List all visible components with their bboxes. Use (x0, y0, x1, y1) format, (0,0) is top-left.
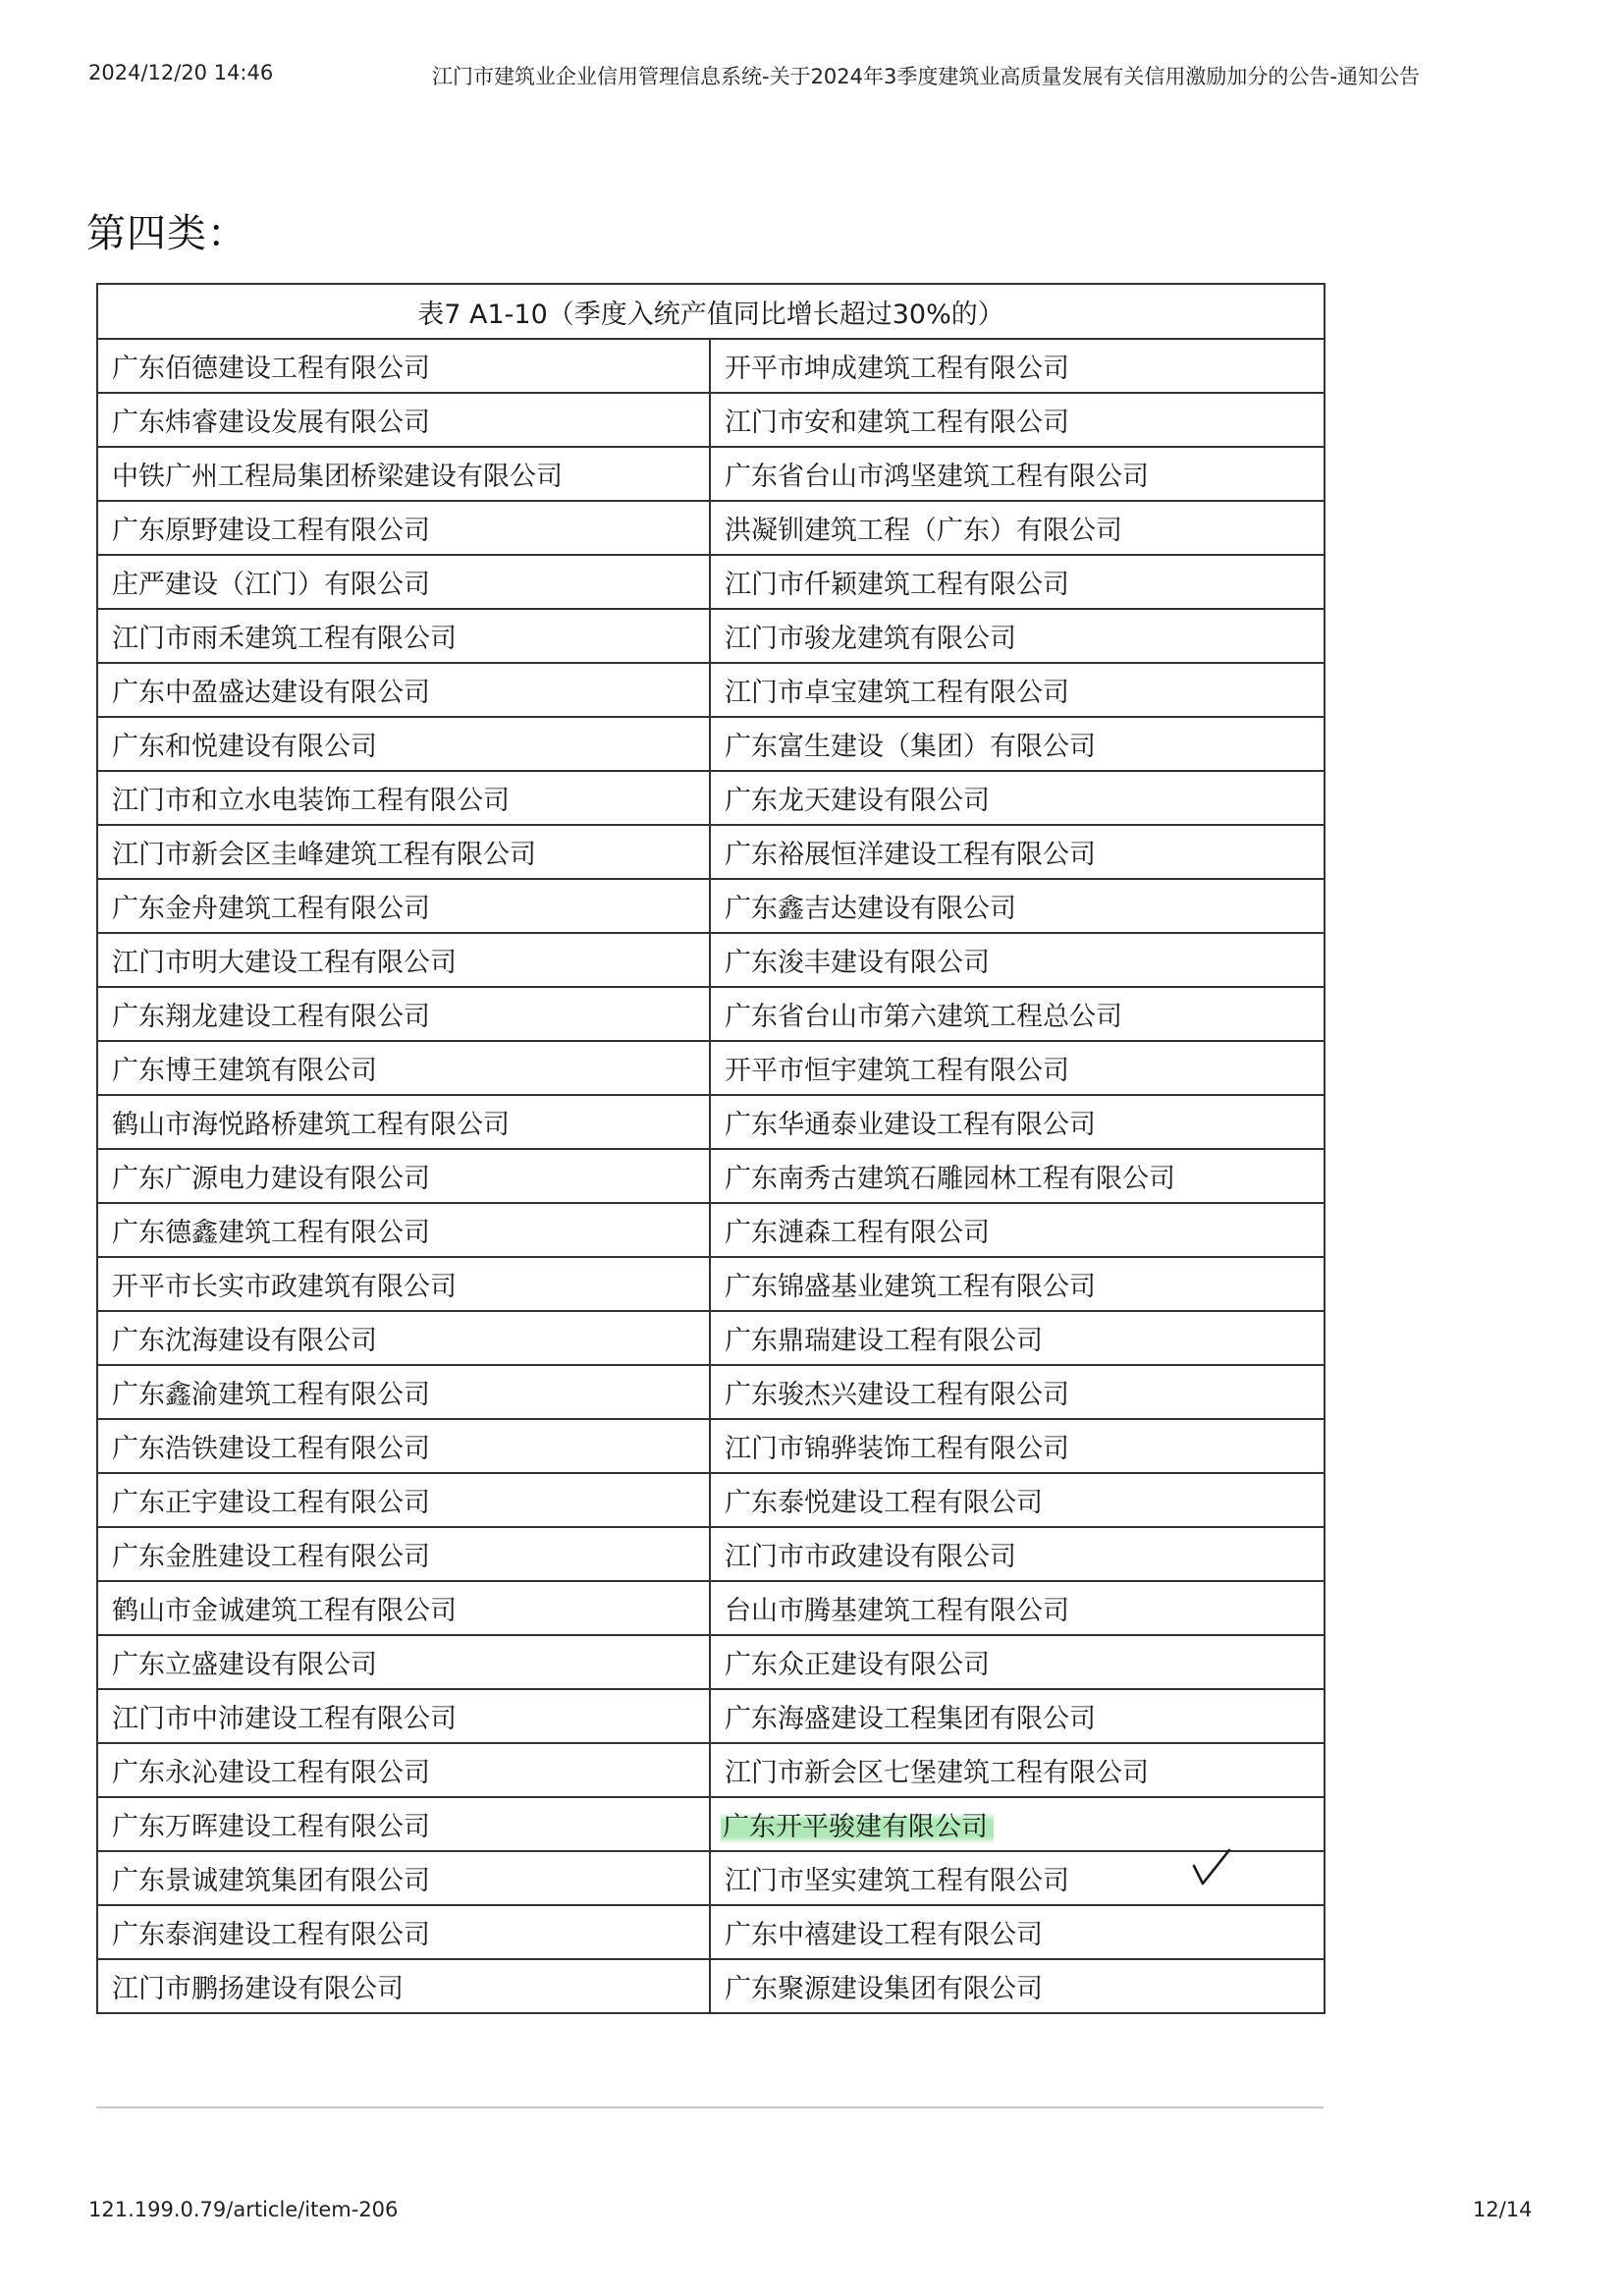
table-row (97, 717, 1325, 771)
company-name: 广东富生建设（集团）有限公司 (725, 732, 1096, 762)
table-row (97, 447, 1325, 501)
company-cell (97, 1311, 710, 1365)
company-name: 广东翔龙建设工程有限公司 (112, 1002, 430, 1032)
company-cell (97, 1203, 710, 1257)
table-row (97, 933, 1325, 987)
company-cell (710, 1149, 1325, 1203)
company-name: 广东万晖建设工程有限公司 (112, 1812, 430, 1842)
company-name: 庄严建设（江门）有限公司 (112, 570, 430, 600)
company-cell (97, 1581, 710, 1635)
company-name: 江门市明大建设工程有限公司 (112, 948, 457, 978)
company-name: 广东裕展恒洋建设工程有限公司 (725, 840, 1096, 870)
table-caption: 表7 A1-10（季度入统产值同比增长超过30%的） (97, 284, 1325, 339)
company-name: 广东鑫渝建筑工程有限公司 (112, 1380, 430, 1410)
company-name: 鹤山市金诚建筑工程有限公司 (112, 1596, 457, 1626)
company-name: 广东正宇建设工程有限公司 (112, 1488, 430, 1518)
table-body (97, 339, 1325, 2013)
company-name: 广东省台山市鸿坚建筑工程有限公司 (725, 462, 1149, 492)
company-name: 广东南秀古建筑石雕园林工程有限公司 (725, 1164, 1175, 1194)
company-cell (710, 1095, 1325, 1149)
table-row (97, 555, 1325, 609)
company-cell (710, 609, 1325, 663)
company-cell (710, 1365, 1325, 1419)
company-cell (97, 1365, 710, 1419)
company-cell (710, 1581, 1325, 1635)
company-name: 广东佰德建设工程有限公司 (112, 354, 430, 384)
company-cell (710, 555, 1325, 609)
company-cell (710, 717, 1325, 771)
company-cell (97, 717, 710, 771)
company-cell (710, 1473, 1325, 1527)
company-cell (97, 663, 710, 717)
company-name: 广东原野建设工程有限公司 (112, 516, 430, 546)
company-cell (97, 339, 710, 393)
company-cell (710, 825, 1325, 879)
table-row (97, 609, 1325, 663)
company-name: 广东金胜建设工程有限公司 (112, 1542, 430, 1572)
company-name: 开平市长实市政建筑有限公司 (112, 1272, 457, 1302)
table-row (97, 1203, 1325, 1257)
company-name: 江门市安和建筑工程有限公司 (725, 408, 1069, 438)
company-name: 开平市恒宇建筑工程有限公司 (725, 1056, 1069, 1086)
company-cell (97, 933, 710, 987)
company-name: 江门市新会区七堡建筑工程有限公司 (725, 1758, 1149, 1788)
company-cell (710, 1203, 1325, 1257)
company-cell (97, 1473, 710, 1527)
company-cell (710, 1527, 1325, 1581)
table-row (97, 1743, 1325, 1797)
company-name: 江门市中沛建设工程有限公司 (112, 1704, 457, 1734)
company-name: 江门市坚实建筑工程有限公司 (725, 1866, 1069, 1896)
company-name: 广东炜睿建设发展有限公司 (112, 408, 430, 438)
company-cell (97, 1527, 710, 1581)
company-cell (97, 1959, 710, 2013)
table-row (97, 1851, 1325, 1905)
footer-url: 121.199.0.79/article/item-206 (88, 2198, 399, 2221)
company-name: 广东博王建筑有限公司 (112, 1056, 377, 1086)
company-name: 广东省台山市第六建筑工程总公司 (725, 1002, 1122, 1032)
company-cell (97, 987, 710, 1041)
company-cell (97, 447, 710, 501)
footer-divider (96, 2106, 1324, 2108)
company-cell (97, 1257, 710, 1311)
table-row (97, 1419, 1325, 1473)
table-row (97, 1527, 1325, 1581)
company-cell (710, 1905, 1325, 1959)
company-cell (97, 1905, 710, 1959)
company-name: 广东泰润建设工程有限公司 (112, 1920, 430, 1950)
company-name: 广东华通泰业建设工程有限公司 (725, 1110, 1096, 1140)
company-name: 广东骏杰兴建设工程有限公司 (725, 1380, 1069, 1410)
company-cell (710, 1635, 1325, 1689)
table-row (97, 663, 1325, 717)
table-row (97, 1473, 1325, 1527)
table-row (97, 1581, 1325, 1635)
company-cell (710, 1311, 1325, 1365)
company-name: 开平市坤成建筑工程有限公司 (725, 354, 1069, 384)
company-name: 广东锦盛基业建筑工程有限公司 (725, 1272, 1096, 1302)
page-header-title: 江门市建筑业企业信用管理信息系统-关于2024年3季度建筑业高质量发展有关信用激励加分的公告-通知公告 (432, 65, 1420, 88)
company-cell (710, 447, 1325, 501)
company-cell (710, 1419, 1325, 1473)
check-mark-icon (1190, 1846, 1233, 1889)
company-cell (97, 825, 710, 879)
table-caption-row (97, 284, 1325, 339)
company-name: 广东金舟建筑工程有限公司 (112, 894, 430, 924)
company-cell (710, 663, 1325, 717)
table-row (97, 1635, 1325, 1689)
company-cell (97, 1419, 710, 1473)
company-cell (97, 501, 710, 555)
company-cell (97, 393, 710, 447)
company-name: 广东浩铁建设工程有限公司 (112, 1434, 430, 1464)
company-cell (710, 1959, 1325, 2013)
table-row (97, 1689, 1325, 1743)
company-name: 江门市骏龙建筑有限公司 (725, 624, 1016, 654)
company-name: 洪凝钏建筑工程（广东）有限公司 (725, 516, 1122, 546)
company-cell (97, 1149, 710, 1203)
company-name: 广东中禧建设工程有限公司 (725, 1920, 1043, 1950)
company-cell (97, 1797, 710, 1851)
company-cell (97, 555, 710, 609)
company-name: 广东景诚建筑集团有限公司 (112, 1866, 430, 1896)
table-row (97, 1257, 1325, 1311)
company-cell (97, 879, 710, 933)
company-cell (710, 879, 1325, 933)
company-name: 广东海盛建设工程集团有限公司 (725, 1704, 1096, 1734)
table-row (97, 825, 1325, 879)
company-name: 广东中盈盛达建设有限公司 (112, 678, 430, 708)
table-row (97, 1149, 1325, 1203)
company-name: 广东龙天建设有限公司 (725, 786, 990, 816)
company-cell (710, 771, 1325, 825)
table-row (97, 1311, 1325, 1365)
company-name: 广东鑫吉达建设有限公司 (725, 894, 1016, 924)
company-name: 江门市鹏扬建设有限公司 (112, 1974, 404, 2004)
company-name: 江门市锦骅装饰工程有限公司 (725, 1434, 1069, 1464)
table-row (97, 987, 1325, 1041)
company-cell (710, 339, 1325, 393)
company-name: 广东德鑫建筑工程有限公司 (112, 1218, 430, 1248)
table-row (97, 1905, 1325, 1959)
company-cell (97, 1743, 710, 1797)
table-row (97, 393, 1325, 447)
company-name: 广东泰悦建设工程有限公司 (725, 1488, 1043, 1518)
company-cell (710, 1689, 1325, 1743)
company-cell (710, 1041, 1325, 1095)
table-row (97, 501, 1325, 555)
company-name: 台山市腾基建筑工程有限公司 (725, 1596, 1069, 1626)
company-name: 广东聚源建设集团有限公司 (725, 1974, 1043, 2004)
company-name: 广东漣森工程有限公司 (725, 1218, 990, 1248)
company-name: 广东鼎瑞建设工程有限公司 (725, 1326, 1043, 1356)
company-name: 广东众正建设有限公司 (725, 1650, 990, 1680)
company-cell (97, 1041, 710, 1095)
print-datetime: 2024/12/20 14:46 (88, 61, 274, 84)
table-row (97, 1797, 1325, 1851)
company-cell (710, 1743, 1325, 1797)
company-cell (97, 1689, 710, 1743)
table-row (97, 339, 1325, 393)
company-cell (710, 1257, 1325, 1311)
company-cell (710, 1797, 1325, 1851)
company-name: 广东广源电力建设有限公司 (112, 1164, 430, 1194)
company-name: 鹤山市海悦路桥建筑工程有限公司 (112, 1110, 510, 1140)
company-name: 广东沈海建设有限公司 (112, 1326, 377, 1356)
table-row (97, 879, 1325, 933)
page-number: 12/14 (1473, 2198, 1533, 2221)
company-cell (710, 933, 1325, 987)
company-name: 中铁广州工程局集团桥梁建设有限公司 (112, 462, 563, 492)
company-cell (97, 1851, 710, 1905)
company-name: 江门市仟颖建筑工程有限公司 (725, 570, 1069, 600)
company-name: 江门市卓宝建筑工程有限公司 (725, 678, 1069, 708)
table-row (97, 1959, 1325, 2013)
company-cell (97, 609, 710, 663)
company-name: 广东立盛建设有限公司 (112, 1650, 377, 1680)
company-name: 广东和悦建设有限公司 (112, 732, 377, 762)
company-cell (710, 393, 1325, 447)
highlighted-company-name: 广东开平骏建有限公司 (721, 1810, 994, 1844)
company-name: 江门市市政建设有限公司 (725, 1542, 1016, 1572)
company-cell (97, 771, 710, 825)
company-cell (97, 1095, 710, 1149)
section-title: 第四类： (86, 211, 247, 256)
company-name: 广东永沁建设工程有限公司 (112, 1758, 430, 1788)
company-name: 江门市和立水电装饰工程有限公司 (112, 786, 510, 816)
table-row (97, 771, 1325, 825)
table-row (97, 1041, 1325, 1095)
table-row (97, 1095, 1325, 1149)
table-row (97, 1365, 1325, 1419)
company-cell (710, 501, 1325, 555)
company-name: 江门市新会区圭峰建筑工程有限公司 (112, 840, 536, 870)
company-name: 广东浚丰建设有限公司 (725, 948, 990, 978)
company-table (96, 283, 1325, 2014)
company-name: 江门市雨禾建筑工程有限公司 (112, 624, 457, 654)
company-cell (710, 987, 1325, 1041)
company-cell (97, 1635, 710, 1689)
